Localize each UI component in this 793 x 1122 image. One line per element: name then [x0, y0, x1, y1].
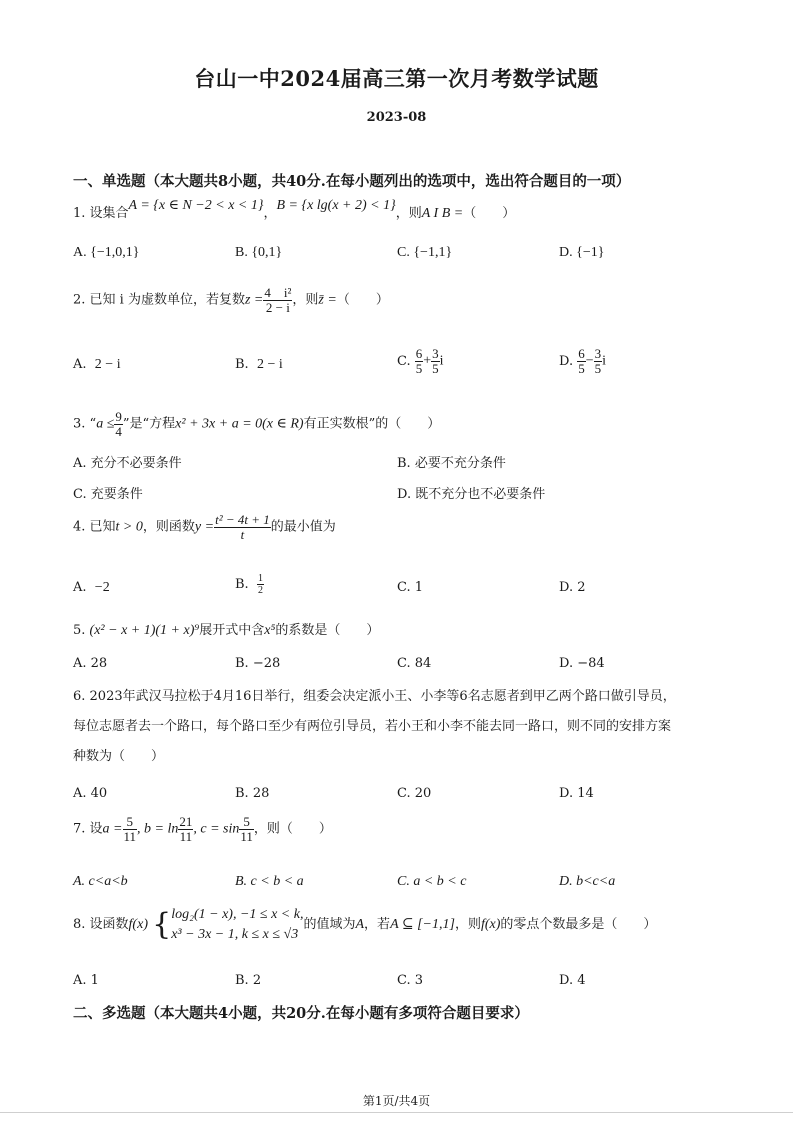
z-fraction [263, 286, 292, 315]
z-lhs: z = [244, 292, 264, 308]
q5-option-b: B. −28 [235, 656, 281, 671]
condition-lhs: a ≤ [96, 416, 115, 432]
q4-option-a: A. −2 [73, 580, 110, 595]
question-2 [73, 286, 389, 315]
question-6-line-1: 6. 2023年武汉马拉松于4月16日举行，组委会决定派小王、小李等6名志愿者到甲乙两个路口做引导员， [73, 689, 676, 704]
section-heading-multiple-choice: 二、多选题（本大题共4小题，共20分.在每小题有多项符合题目要求） [73, 1005, 529, 1022]
exam-date: 2023-08 [366, 110, 427, 125]
page-title: 台山一中2024届高三第一次月考数学试题 [194, 66, 599, 91]
question-5: 5. (x² − x + 1)(1 + x)⁹展开式中含x⁵的系数是（ ） [73, 623, 380, 638]
q5-option-d: D. −84 [559, 656, 605, 671]
question-2-prefix: 2. 已知 i 为虚数单位，若复数 [73, 292, 245, 308]
piecewise-cases [171, 905, 303, 945]
footer-divider [0, 1112, 793, 1113]
q1-option-a: A. {−1,0,1} [73, 245, 140, 260]
question-1-paren: （ ） [463, 206, 516, 221]
set-b-expression: B = {x lg(x + 2) < 1} [276, 198, 396, 213]
q1-option-d: D. {−1} [559, 245, 605, 260]
q6-option-c: C. 20 [397, 786, 432, 801]
equation: x² + 3x + a = 0(x ∈ R) [175, 416, 304, 432]
q6-option-d: D. 14 [559, 786, 594, 801]
question-7: 7. 设a = $\frac{5}{11}$ , b = ln $\frac{21}{11}$ , c = sin $\frac{5}{11}$ ，则（ ） [73, 814, 332, 844]
question-3: 3. “a ≤ $\frac{9}{4}$ ”是“方程x² + 3x + a = 0(x ∈ R)有正实数根”的（ ） [73, 409, 441, 439]
expansion-expr: (x² − x + 1)(1 + x)⁹ [89, 623, 200, 638]
z-conjugate: z̄ = [318, 292, 337, 308]
q3-option-c: C. 充要条件 [73, 487, 143, 502]
q5-option-c: C. 84 [397, 656, 432, 671]
question-1: 1. 设集合A = {x ∈ N −2 < x < 1}，B = {x lg(x + 2) < 1}，则A I B =（ ） [73, 198, 516, 221]
set-a-expression: A = {x ∈ N −2 < x < 1} [128, 198, 264, 213]
c-fraction: $\frac{5}{11}$ [240, 814, 253, 844]
q3-option-a: A. 充分不必要条件 [73, 456, 182, 471]
question-6 [73, 682, 733, 772]
q8-option-b: B. 2 [235, 973, 262, 988]
question-1-prefix: 1. 设集合 [73, 206, 129, 221]
q2-option-d: D. $\frac{6}{5}$ − $\frac{3}{5}$ i [559, 346, 607, 376]
question-6-line-3: 种数为（ ） [73, 749, 165, 764]
z-denominator: 2 − i [265, 300, 290, 315]
question-2-paren: （ ） [336, 292, 389, 308]
question-1-ask-expr: A I B = [421, 206, 464, 221]
piecewise-case-1: log₂(1 − x), −1 ≤ x < k, [171, 907, 304, 922]
condition-fraction: $\frac{9}{4}$ [115, 409, 122, 439]
q7-option-a: A. c<a<b [73, 874, 128, 889]
q7-option-d: D. b<c<a [559, 874, 616, 889]
q6-option-a: A. 40 [73, 786, 108, 801]
a-fraction: $\frac{5}{11}$ [123, 814, 137, 844]
page-footer: 第1页/共4页 [362, 1094, 431, 1108]
z-numerator: 4 i² [264, 285, 292, 300]
function-fraction: $\frac{\text{t² − 4t + 1}}{t}$ [215, 512, 270, 542]
question-1-then: ，则 [395, 206, 422, 221]
question-6-line-2: 每位志愿者去一个路口，每个路口至少有两位引导员，若小王和小李不能去同一路口，则不同的安排方案 [73, 719, 672, 734]
q3-option-d: D. 既不充分也不必要条件 [397, 487, 546, 502]
q2-option-b: B. 2 − i [235, 357, 283, 372]
q4-option-c: C. 1 [397, 580, 424, 595]
piecewise-case-2: x³ − 3x − 1, k ≤ x ≤ √3 [171, 927, 299, 942]
piecewise-brace: { [152, 907, 172, 942]
q2-option-a: A. 2 − i [73, 357, 121, 372]
q3-option-b: B. 必要不充分条件 [397, 456, 506, 471]
q2-option-c: C. $\frac{6}{5}$ + $\frac{3}{5}$ i [397, 346, 444, 376]
q5-option-a: A. 28 [73, 656, 108, 671]
q1-option-b: B. {0,1} [235, 245, 283, 260]
q6-option-b: B. 28 [235, 786, 270, 801]
b-fraction: $\frac{21}{11}$ [179, 814, 193, 844]
q8-option-c: C. 3 [397, 973, 424, 988]
q8-option-d: D. 4 [559, 973, 586, 988]
q4-option-b: B. $\frac{1}{2}$ [235, 573, 263, 596]
q4-option-d: D. 2 [559, 580, 586, 595]
q8-option-a: A. 1 [73, 973, 99, 988]
q7-option-b: B. c < b < a [235, 874, 304, 889]
question-8: 8. 设函数f(x) { log₂(1 − x), −1 ≤ x < k, x³ − 3x − 1, k ≤ x ≤ √3 的值域为A，若A ⊆ [−1,1]，则f(x)的零点个数最多是（ ） [73, 905, 656, 945]
q1-option-c: C. {−1,1} [397, 245, 453, 260]
q7-option-c: C. a < b < c [397, 874, 467, 889]
question-2-then: ，则 [292, 292, 319, 308]
section-heading-single-choice: 一、单选题（本大题共8小题，共40分.在每小题列出的选项中，选出符合题目的一项） [73, 173, 631, 190]
question-4: 4. 已知t > 0，则函数y = $\frac{\text{t² − 4t + 1}}{t}$ 的最小值为 [73, 512, 336, 542]
